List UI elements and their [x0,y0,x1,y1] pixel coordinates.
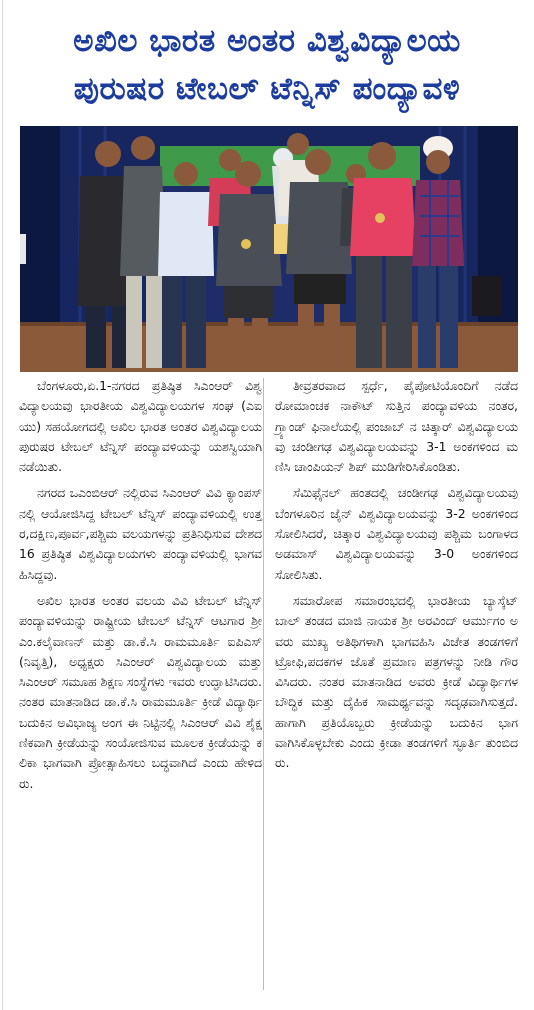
paragraph: ನಗರದ ಒಎಂಬಿಆರ್ ನಲ್ಲಿರುವ ಸಿಎಂಆರ್ ವಿವಿ ಕ್ಯಾಂಪಸ್ ನಲ್ಲಿ ಆಯೋಜಿಸಿದ್ದ ಟೇಬಲ್ ಟೆನ್ನಿಸ್ ಪಂದ್ಯಾವಳಿಯಲ್ಲಿ ಉತ್ತರ,ದಕ್ಷಿಣ,ಪೂರ್ವ,ಪಶ್ಚಿಮ ವಲಯಗಳನ್ನು ಪ್ರತಿನಿಧಿಸುವ ದೇಶದ 16 ಪ್ರತಿಷ್ಠಿತ ವಿಶ್ವವಿದ್ಯಾಲಯಗಳು ಪಂದ್ಯಾವಳಿಯಲ್ಲಿ ಭಾಗವಹಿಸಿದ್ದವು. [19,485,262,582]
headline-line-2: ಪುರುಷರ ಟೇಬಲ್ ಟೆನ್ನಿಸ್ ಪಂದ್ಯಾವಳಿ [73,71,461,107]
paragraph: ಅಖಿಲ ಭಾರತ ಅಂತರ ವಲಯ ವಿವಿ ಟೇಬಲ್ ಟೆನ್ನಿಸ್ ಪಂದ್ಯಾವಳಿಯನ್ನು ರಾಷ್ಟ್ರೀಯ ಟೇಬಲ್ ಟೆನ್ನಿಸ್ ಆಟಗಾರ ಶ್ರೀ ಎಂ.ಕಲೈವಾಣನ್ ಮತ್ತು ಡಾ.ಕೆ.ಸಿ ರಾಮಮೂರ್ತಿ ಐಪಿಎಸ್ (ನಿವೃತ್ತಿ), ಅಧ್ಯಕ್ಷರು ಸಿಎಂಆರ್ ವಿಶ್ವವಿದ್ಯಾಲಯ ಮತ್ತು ಸಿಎಂಆರ್ ಸಮೂಹ ಶಿಕ್ಷಣ ಸಂಸ್ಥೆಗಳು ಇವರು ಉದ್ಘಾಟಿಸಿದರು. ನಂತರ ಮಾತನಾಡಿದ ಡಾ.ಕೆ.ಸಿ ರಾಮಮೂರ್ತಿ ಕ್ರೀಡೆ ವಿದ್ಯಾರ್ಥಿ ಬದುಕಿನ ಅವಿಭಾಜ್ಯ ಅಂಗ ಈ ನಿಟ್ಟಿನಲ್ಲಿ ಸಿಎಂಆರ್ ವಿವಿ ಶೈಕ್ಷಣಿಕವಾಗಿ ಕ್ರೀಡೆಯನ್ನು ಸಂಯೋಜಿಸುವ ಮೂಲಕ ಕ್ರೀಡೆಯನ್ನು ಕಲಿಕಾ ಭಾಗವಾಗಿ ಪ್ರೋತ್ಸಾಹಿಸಲು ಬದ್ಧವಾಗಿದೆ ಎಂದು ಹೇಳಿದರು. [19,592,262,791]
page-edge-line [2,0,3,1010]
article-column-right [275,376,518,780]
paragraph: ತೀವ್ರತರವಾದ ಸ್ಪರ್ಧೆ, ಪೈಪೋಟಿಯೊಂದಿಗೆ ನಡೆದ ರೋಮಾಂಚಕ ನಾಕೌಟ್ ಸುತ್ತಿನ ಪಂದ್ಯಾವಳಿಯ ನಂತರ, ಗ್ರ್ಯಾಂಡ್ ಫಿನಾಲೆಯಲ್ಲಿ ಪಂಜಾಬ್ ನ ಚಿತ್ಕಾರ್ ವಿಶ್ವವಿದ್ಯಾಲಯವು ಚಂಡೀಗಢ ವಿಶ್ವವಿದ್ಯಾಲಯವನ್ನು 3-1 ಅಂಕಗಳಿಂದ ಮಣಿಸಿ ಚಾಂಪಿಯನ್ ಶಿಪ್ ಮುಡಿಗೇರಿಸಿಕೊಂಡಿತು. [275,378,518,475]
paragraph: ಬೆಂಗಳೂರು,ಏ.1-ನಗರದ ಪ್ರತಿಷ್ಠಿತ ಸಿಎಂಆರ್ ವಿಶ್ವವಿದ್ಯಾಲಯವು ಭಾರತೀಯ ವಿಶ್ವವಿದ್ಯಾಲಯಗಳ ಸಂಘ (ಎಐಯು) ಸಹಯೋಗದಲ್ಲಿ ಅಖಿಲ ಭಾರತ ಅಂತರ ವಿಶ್ವವಿದ್ಯಾಲಯ ಪುರುಷರ ಟೇಬಲ್ ಟೆನ್ನಿಸ್ ಪಂದ್ಯಾವಳಿಯನ್ನು ಯಶಸ್ವಿಯಾಗಿ ನಡೆಯಿತು. [19,378,262,475]
paragraph: ಸೆಮಿಫೈನಲ್ ಹಂತದಲ್ಲಿ ಚಂಡೀಗಢ ವಿಶ್ವವಿದ್ಯಾಲಯವು ಬೆಂಗಳೂರಿನ ಜೈನ್ ವಿಶ್ವವಿದ್ಯಾಲಯವನ್ನು 3-2 ಅಂಕಗಳಿಂದ ಸೋಲಿಸಿದರೆ, ಚಿತ್ಕಾರ ವಿಶ್ವವಿದ್ಯಾಲಯವು ಪಶ್ಚಿಮ ಬಂಗಾಳದ ಅಡಮಾಸ್ ವಿಶ್ವವಿದ್ಯಾಲಯವನ್ನು 3-0 ಅಂಕಗಳಿಂದ ಸೋಲಿಸಿತು. [275,485,518,582]
article-column-left [19,376,262,800]
article-body [17,376,520,996]
news-photo [20,126,518,372]
group-photo-trophy-icon [20,126,518,372]
headline-line-1: ಅಖಿಲ ಭಾರತ ಅಂತರ ವಿಶ್ವವಿದ್ಯಾಲಯ [73,23,461,59]
paragraph: ಸಮಾರೋಪ ಸಮಾರಂಭದಲ್ಲಿ ಭಾರತೀಯ ಬ್ಯಾಸ್ಕೆಟ್ ಬಾಲ್ ತಂಡದ ಮಾಜಿ ನಾಯಕ ಶ್ರೀ ಅರವಿಂದ್ ಆರ್ಮುಗಂ ಅವರು ಮುಖ್ಯ ಅತಿಥಿಗಳಾಗಿ ಭಾಗವಹಿಸಿ ವಿಜೇತ ತಂಡಗಳಿಗೆ ಟ್ರೋಫಿ,ಪದಕಗಳ ಜೊತೆ ಪ್ರಮಾಣ ಪತ್ರಗಳನ್ನು ನೀಡಿ ಗೌರವಿಸಿದರು. ನಂತರ ಮಾತನಾಡಿದ ಅವರು ಕ್ರೀಡೆ ವಿದ್ಯಾರ್ಥಿಗಳ ಬೌದ್ಧಿಕ ಮತ್ತು ದೈಹಿಕ ಸಾಮರ್ಥ್ಯವನ್ನು ಸದೃಢವಾಗಿಸುತ್ತದೆ. ಹಾಗಾಗಿ ಪ್ರತಿಯೊಬ್ಬರು ಕ್ರೀಡೆಯನ್ನು ಬದುಕಿನ ಭಾಗವಾಗಿಸಿಕೊಳ್ಳಬೇಕು ಎಂದು ಕ್ರೀಡಾ ತಂಡಗಳಿಗೆ ಸ್ಫೂರ್ತಿ ತುಂಬಿದರು. [275,592,518,771]
